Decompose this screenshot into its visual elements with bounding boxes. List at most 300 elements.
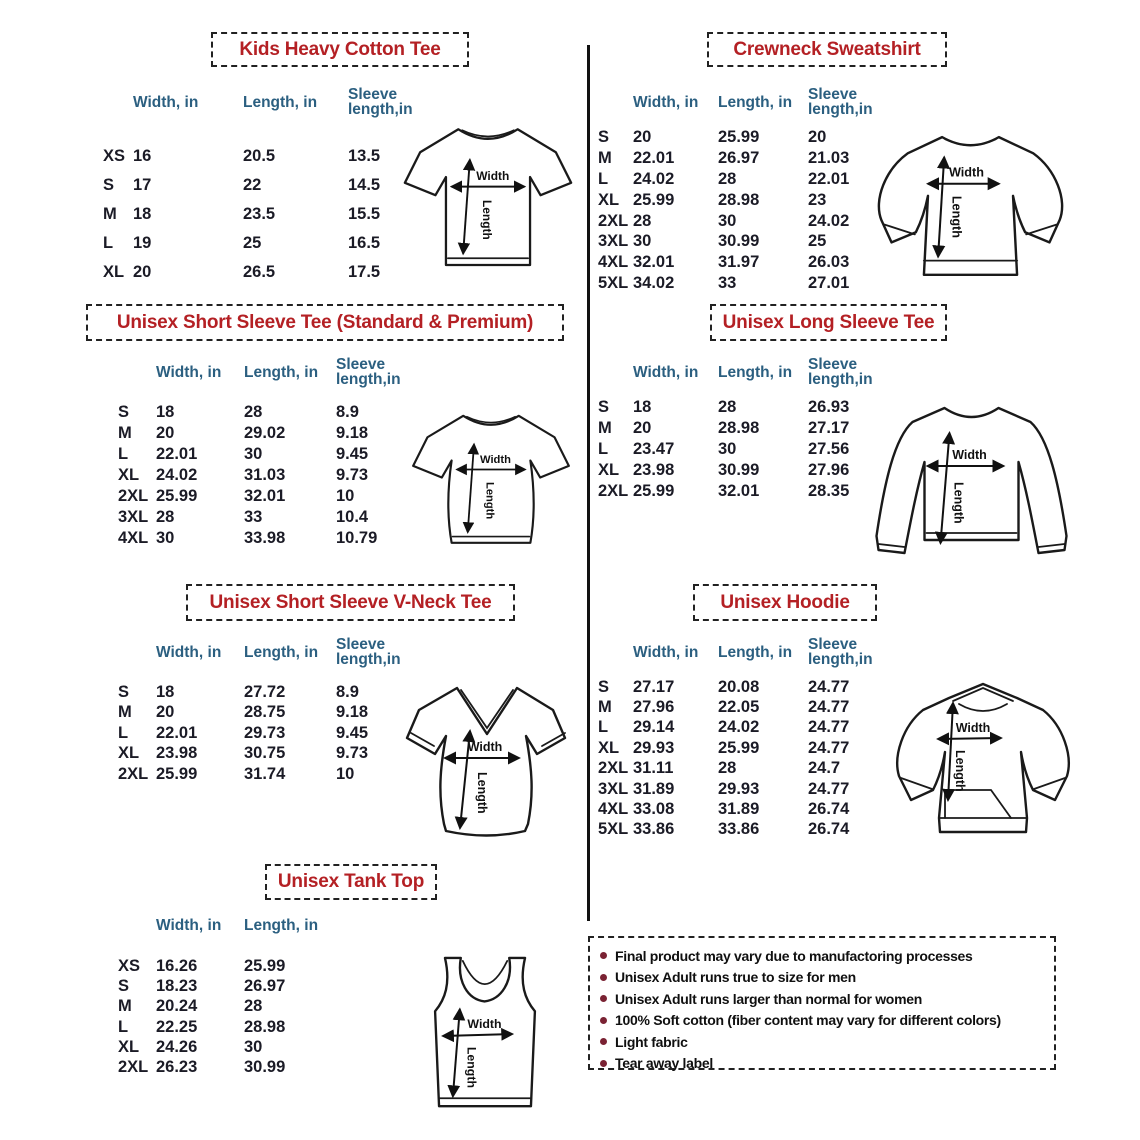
width-cell: 20 [633,419,652,437]
bullet-dot-icon [600,1060,607,1067]
col-width: Width, in [633,93,699,111]
vneck-illustration [399,676,577,844]
length-cell: 23.5 [243,205,276,223]
length-label: Length [953,750,967,792]
sleeve-cell: 24.02 [808,211,850,230]
length-cell: 31.03 [244,466,286,484]
sleeve-cell: 9.18 [336,703,369,722]
width-label: Width [480,454,511,467]
col-width: Width, in [156,916,222,934]
size-cell: L [598,440,609,458]
length-cell: 30.99 [718,461,760,479]
size-row [598,252,888,273]
size-row [598,820,888,840]
width-label: Width [467,1017,502,1032]
size-cell: 2XL [118,1058,149,1077]
size-cell: M [118,424,132,442]
width-cell: 27.96 [633,698,675,717]
sleeve-cell: 9.73 [336,744,369,763]
length-cell: 30 [718,211,737,230]
size-cell: 3XL [598,779,629,798]
width-cell: 24.02 [156,466,198,484]
length-cell: 29.93 [718,779,760,798]
note-item [600,1031,1042,1053]
size-row [598,481,888,502]
length-cell: 26.97 [718,148,760,167]
size-row [598,439,888,460]
size-cell: XL [598,738,620,757]
width-cell: 32.01 [633,253,675,272]
width-cell: 33.08 [633,800,675,819]
table-header [118,632,416,672]
col-width: Width, in [156,363,222,381]
hoodie-illustration [886,678,1080,856]
col-length: Length, in [718,93,793,111]
width-label: Width [467,740,503,754]
size-cell: XS [118,956,141,975]
col-width: Width, in [133,93,199,111]
size-cell: 3XL [118,508,149,526]
width-cell: 30 [156,529,175,547]
size-row [118,402,416,423]
sleeve-cell: 14.5 [348,176,381,194]
length-cell: 28 [244,403,263,421]
note-text: 100% Soft cotton (fiber content may vary for different colors) [615,1012,1001,1029]
size-row [598,418,888,439]
sleeve-cell: 23 [808,190,827,209]
size-row [118,1017,336,1037]
size-row [118,507,416,528]
longsleeve-title: Unisex Long Sleeve Tee [710,304,947,341]
size-cell: 2XL [118,487,149,505]
width-cell: 22.01 [156,723,198,742]
length-cell: 30 [718,440,737,458]
size-row [598,697,888,717]
width-label: Width [476,168,510,183]
width-cell: 19 [133,234,152,252]
size-cell: M [118,703,132,722]
table-header [598,632,888,672]
size-row [598,460,888,481]
length-cell: 33 [244,508,263,526]
length-cell: 32.01 [718,482,760,500]
col-width: Width, in [156,643,222,661]
size-cell: 4XL [598,253,629,272]
width-cell: 28 [633,211,652,230]
size-cell: S [118,976,130,995]
sleeve-cell: 21.03 [808,148,850,167]
sleeve-cell: 24.77 [808,677,850,696]
size-row [118,764,416,785]
size-cell: 2XL [598,211,629,230]
note-item [600,945,1042,967]
length-label: Length [464,1046,479,1089]
note-item [600,988,1042,1010]
sleeve-cell: 27.17 [808,419,850,437]
length-cell: 25.99 [244,956,286,975]
sleeve-cell: 26.93 [808,398,850,416]
width-cell: 17 [133,176,152,194]
width-cell: 30 [633,232,652,251]
size-row [598,148,888,169]
size-row [118,703,416,724]
bullet-dot-icon [600,995,607,1002]
length-cell: 33.98 [244,529,286,547]
col-sleeve: Sleeve length,in [808,86,873,118]
length-cell: 32.01 [244,487,286,505]
hoodie-outline [897,684,1068,832]
sleeve-cell: 28.35 [808,482,850,500]
tank-table [118,905,336,1078]
length-cell: 30.99 [718,232,760,251]
length-cell: 22 [243,176,262,194]
sleeve-cell: 26.74 [808,800,850,819]
width-cell: 18 [156,403,175,421]
col-sleeve: Sleeve length,in [808,356,873,388]
note-text: Light fabric [615,1033,688,1050]
size-row [598,677,888,697]
size-cell: L [598,718,609,737]
length-cell: 24.02 [718,718,760,737]
note-text: Final product may vary due to manufactoring processes [615,947,973,964]
length-label: Length [480,200,495,240]
sleeve-cell: 26.74 [808,820,850,839]
length-cell: 33 [718,274,737,293]
width-cell: 18 [156,682,175,701]
size-row [598,127,888,148]
size-row [598,799,888,819]
hoodie-title: Unisex Hoodie [693,584,877,621]
center-divider-line [587,45,590,921]
col-length: Length, in [244,916,319,934]
size-cell: L [598,169,609,188]
size-cell: 4XL [598,800,629,819]
width-cell: 16 [133,147,152,165]
length-cell: 28 [718,759,737,778]
table-body [598,397,888,502]
sleeve-cell: 25 [808,232,827,251]
table-body [118,956,336,1078]
length-cell: 33.86 [718,820,760,839]
size-cell: M [598,419,612,437]
width-cell: 23.47 [633,440,675,458]
width-cell: 29.14 [633,718,675,737]
sleeve-cell: 13.5 [348,147,381,165]
sleeve-cell: 9.73 [336,466,369,484]
size-cell: 5XL [598,274,629,293]
size-row [118,444,416,465]
length-cell: 31.74 [244,764,286,783]
length-cell: 29.73 [244,723,286,742]
size-cell: S [118,403,130,421]
note-text: Tear away label [615,1055,713,1072]
size-cell: L [103,234,114,252]
longsleeve-table [598,352,888,502]
width-cell: 29.93 [633,738,675,757]
size-row [118,486,416,507]
size-cell: S [598,127,610,146]
sleeve-cell: 8.9 [336,682,359,701]
size-row [598,759,888,779]
sleeve-cell: 10 [336,764,355,783]
tank-title: Unisex Tank Top [265,864,437,900]
length-cell: 28 [718,398,737,416]
notes-list [600,945,1042,1074]
size-row [118,465,416,486]
size-row [103,229,428,258]
width-cell: 20 [156,703,175,722]
length-cell: 28.98 [718,419,760,437]
length-cell: 30 [244,445,263,463]
size-row [103,142,428,171]
col-length: Length, in [244,363,319,381]
size-row [598,169,888,190]
width-cell: 20.24 [156,997,198,1016]
sleeve-cell: 26.03 [808,253,850,272]
size-cell: XL [118,744,140,763]
table-body [598,677,888,840]
width-cell: 25.99 [633,482,675,500]
size-cell: M [103,205,117,223]
size-row [118,744,416,765]
width-cell: 25.99 [156,487,198,505]
vneck-table [118,632,416,785]
note-item [600,967,1042,989]
size-row [598,190,888,211]
length-cell: 30.75 [244,744,286,763]
col-sleeve: Sleeve length,in [348,86,413,118]
size-row [598,397,888,418]
sleeve-cell: 27.01 [808,274,850,293]
size-row [118,1057,336,1077]
size-row [103,171,428,200]
table-header [598,352,888,392]
width-cell: 34.02 [633,274,675,293]
bullet-dot-icon [600,974,607,981]
tank-outline [435,958,535,1106]
length-cell: 25 [243,234,262,252]
longsleeve-illustration [866,398,1072,566]
size-cell: XL [598,461,620,479]
size-row [598,231,888,252]
length-label: Length [951,482,966,524]
size-row [598,211,888,232]
sleeve-cell: 20 [808,127,827,146]
kids-tee-illustration [396,114,580,286]
col-length: Length, in [718,363,793,381]
sleeve-cell: 27.56 [808,440,850,458]
size-cell: XL [103,263,125,281]
length-cell: 25.99 [718,127,760,146]
sleeve-cell: 9.45 [336,445,369,463]
size-row [103,200,428,229]
col-sleeve: Sleeve length,in [336,356,401,388]
sleeve-cell: 24.7 [808,759,841,778]
note-item [600,1053,1042,1075]
width-label: Width [952,448,987,462]
sleeve-cell: 24.77 [808,738,850,757]
unisex-tee-illustration [406,396,576,568]
size-cell: XL [118,1037,140,1056]
width-cell: 31.89 [633,779,675,798]
width-cell: 23.98 [156,744,198,763]
length-cell: 31.89 [718,800,760,819]
length-cell: 22.05 [718,698,760,717]
width-cell: 25.99 [633,190,675,209]
size-cell: 2XL [598,759,629,778]
sleeve-cell: 15.5 [348,205,381,223]
length-label: Length [475,772,489,814]
size-cell: M [598,698,612,717]
hoodie-table [598,632,888,840]
size-cell: M [118,997,132,1016]
length-cell: 29.02 [244,424,286,442]
size-row [118,1037,336,1057]
width-cell: 18.23 [156,976,198,995]
col-width: Width, in [633,363,699,381]
width-cell: 31.11 [633,759,674,778]
length-cell: 20.5 [243,147,276,165]
length-label: Length [949,195,964,238]
sleeve-cell: 24.77 [808,718,850,737]
size-cell: M [598,148,612,167]
longsleeve-outline [877,408,1067,553]
size-cell: L [118,1017,129,1036]
col-length: Length, in [243,93,318,111]
table-body [103,142,428,287]
unisex-tee-table [118,352,416,549]
crewneck-title: Crewneck Sweatshirt [707,32,947,67]
note-text: Unisex Adult runs true to size for men [615,969,856,986]
bullet-dot-icon [600,952,607,959]
length-cell: 20.08 [718,677,760,696]
length-cell: 28 [244,997,263,1016]
width-arrow [938,738,1001,739]
width-label: Width [955,721,991,735]
sleeve-cell: 24.77 [808,779,850,798]
length-cell: 25.99 [718,738,760,757]
sleeve-cell: 27.96 [808,461,850,479]
width-cell: 24.26 [156,1037,198,1056]
size-cell: XL [598,190,620,209]
length-cell: 28.75 [244,703,286,722]
sleeve-cell: 10.79 [336,529,378,547]
table-header [118,905,336,945]
sleeve-cell: 8.9 [336,403,359,421]
sweatshirt-outline [879,137,1062,275]
size-row [598,779,888,799]
size-row [103,258,428,287]
length-cell: 31.97 [718,253,760,272]
size-cell: S [103,176,115,194]
sleeve-cell: 10.4 [336,508,369,526]
width-cell: 22.25 [156,1017,198,1036]
width-cell: 18 [133,205,152,223]
sleeve-cell: 16.5 [348,234,381,252]
length-label: Length [483,482,496,520]
table-body [118,402,416,549]
length-cell: 27.72 [244,682,286,701]
table-body [598,127,888,294]
width-cell: 26.23 [156,1058,198,1077]
size-cell: S [598,677,610,696]
width-cell: 24.02 [633,169,675,188]
kids-tee-title: Kids Heavy Cotton Tee [211,32,469,67]
bullet-dot-icon [600,1017,607,1024]
sleeve-cell: 24.77 [808,698,850,717]
crewneck-table [598,82,888,294]
size-row [118,528,416,549]
product-notes-box [588,936,1056,1070]
size-row [118,956,336,976]
length-cell: 30.99 [244,1058,286,1077]
table-header [103,82,428,122]
bullet-dot-icon [600,1038,607,1045]
length-cell: 28.98 [718,190,760,209]
unisex-tee-title: Unisex Short Sleeve Tee (Standard & Premium) [86,304,564,341]
col-length: Length, in [718,643,793,661]
table-body [118,682,416,785]
size-cell: 3XL [598,232,629,251]
col-width: Width, in [633,643,699,661]
sleeve-cell: 9.18 [336,424,369,442]
size-cell: 2XL [118,764,149,783]
col-sleeve: Sleeve length,in [336,636,401,668]
col-length: Length, in [244,643,319,661]
note-item [600,1010,1042,1032]
table-header [118,352,416,392]
col-sleeve: Sleeve length,in [808,636,873,668]
tee-outline [405,129,571,265]
width-cell: 18 [633,398,652,416]
width-cell: 20 [133,263,152,281]
size-row [118,723,416,744]
length-cell: 26.5 [243,263,276,281]
width-cell: 28 [156,508,175,526]
size-row [598,718,888,738]
width-cell: 16.26 [156,956,198,975]
vneck-title: Unisex Short Sleeve V-Neck Tee [186,584,515,621]
size-cell: L [118,445,129,463]
size-row [598,738,888,758]
length-cell: 28 [718,169,737,188]
size-row [118,682,416,703]
width-cell: 22.01 [633,148,675,167]
tee-outline [413,416,569,543]
crewneck-illustration [868,127,1073,289]
size-cell: 5XL [598,820,629,839]
length-cell: 26.97 [244,976,286,995]
neck-scoop-line [463,961,507,984]
size-cell: S [598,398,610,416]
sleeve-cell: 22.01 [808,169,850,188]
kids-tee-table [103,82,428,287]
note-text: Unisex Adult runs larger than normal for women [615,990,922,1007]
size-row [598,273,888,294]
sleeve-cell: 9.45 [336,723,369,742]
sleeve-cell: 10 [336,487,355,505]
size-cell: XS [103,147,126,165]
length-cell: 28.98 [244,1017,286,1036]
width-cell: 20 [156,424,175,442]
size-row [118,997,336,1017]
width-cell: 23.98 [633,461,675,479]
size-cell: L [118,723,129,742]
tank-illustration [428,952,542,1120]
size-cell: 2XL [598,482,629,500]
table-header [598,82,888,122]
size-row [118,423,416,444]
